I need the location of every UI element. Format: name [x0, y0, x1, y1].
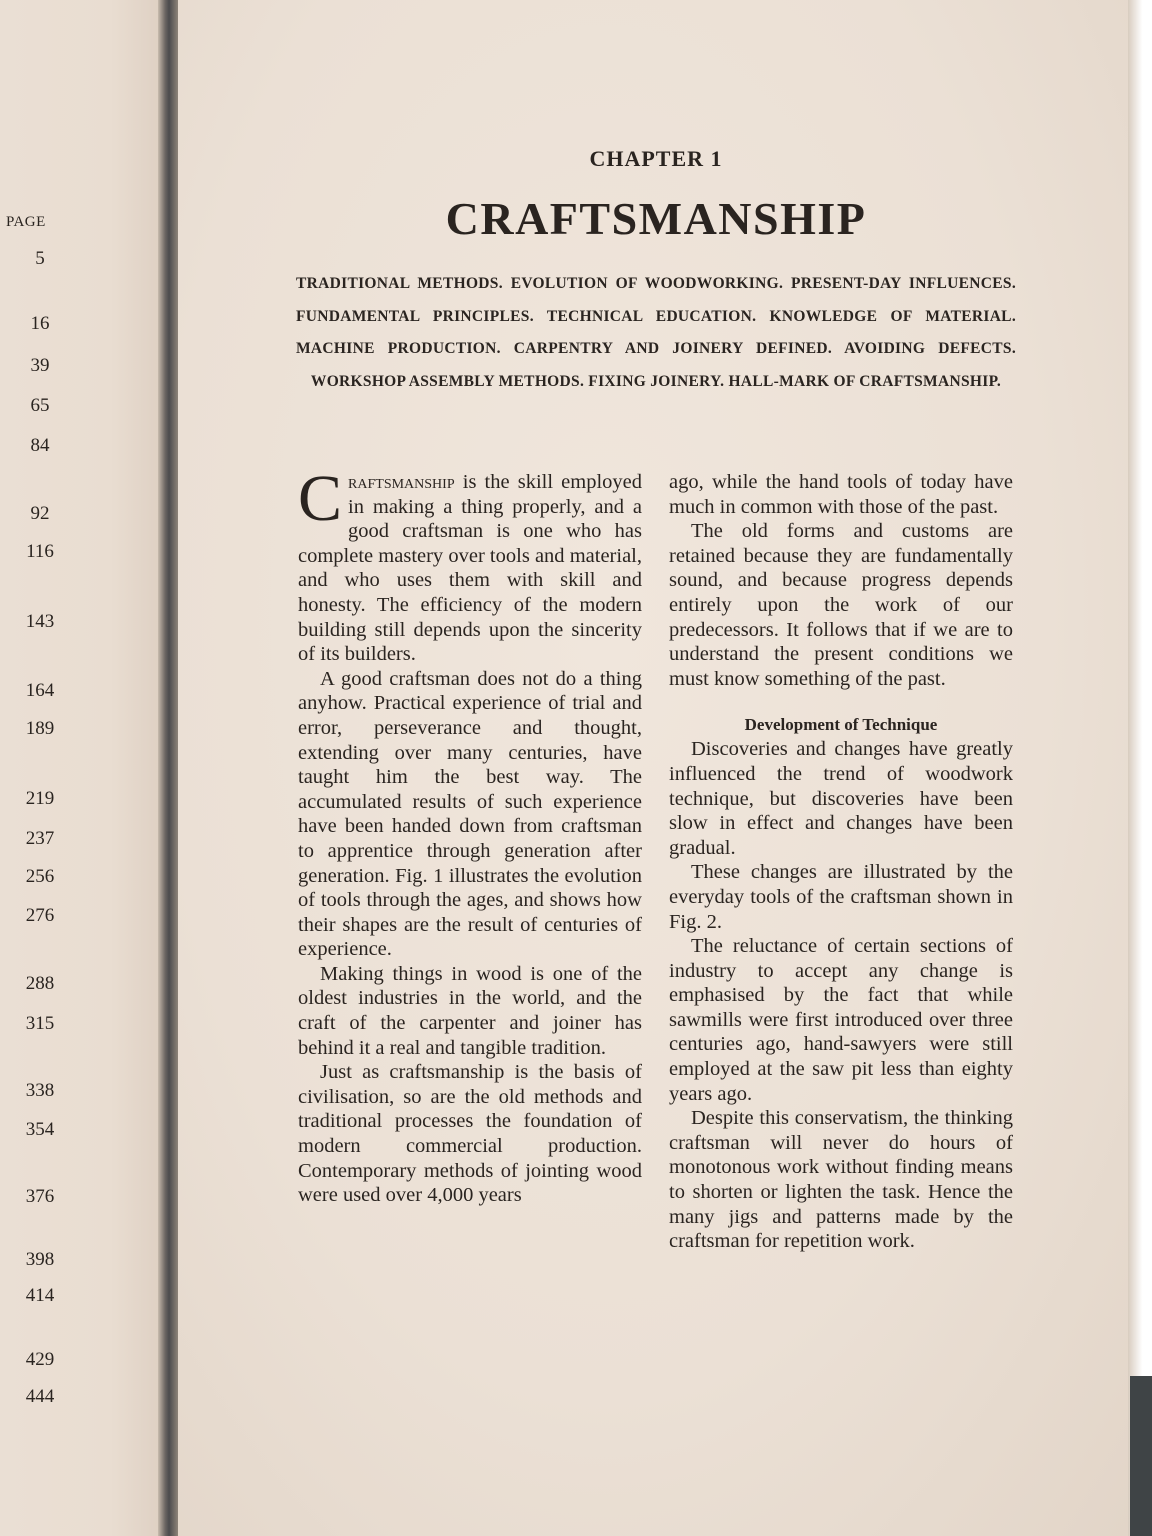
page-number: 164 — [25, 680, 55, 701]
page-number: 444 — [25, 1386, 55, 1407]
page-number: 5 — [35, 248, 45, 269]
left-facing-page — [0, 0, 158, 1536]
page-number: 315 — [25, 1013, 55, 1034]
body-paragraph: ago, while the hand tools of today have much in common with those of the past. — [669, 471, 1013, 518]
body-column-right — [669, 470, 1013, 1254]
body-column-left — [298, 462, 642, 1208]
body-paragraph: The reluctance of certain sections of industry to accept any change is emphasised by the fact that while sawmills were first introduced over three centuries ago, hand-sawyers were still employed at the saw pit less than eighty years ago. — [669, 935, 1013, 1105]
page-number: 414 — [25, 1285, 55, 1306]
page-number: 39 — [30, 355, 50, 376]
page-number: 219 — [25, 788, 55, 809]
page-number: 92 — [30, 503, 50, 524]
page-number: 65 — [30, 395, 50, 416]
chapter-title: CRAFTSMANSHIP — [445, 193, 867, 244]
page-number: 429 — [25, 1349, 55, 1370]
drop-cap: C — [298, 462, 343, 535]
page-number: 143 — [25, 611, 55, 632]
page-number: 256 — [25, 866, 55, 887]
page-number: 288 — [25, 973, 55, 994]
page-number: 189 — [25, 718, 55, 739]
body-paragraph: Making things in wood is one of the oldest industries in the world, and the craft of the carpenter and joiner has behind it a real and tangible tradition. — [298, 962, 642, 1059]
page-number: 338 — [25, 1080, 55, 1101]
page-number: 354 — [25, 1119, 55, 1140]
page-number: 116 — [26, 541, 54, 562]
body-paragraph — [298, 462, 642, 667]
page-edge — [1128, 0, 1152, 1536]
body-paragraph: The old forms and customs are retained because they are fundamentally sound, and because progress depends entirely upon the work of our predecessors. It follows that if we are to understand the present conditions we must know something of the past. — [669, 520, 1013, 690]
book-cover-edge — [1130, 1376, 1152, 1536]
chapter-synopsis: TRADITIONAL METHODS. EVOLUTION OF WOODWORKING. PRESENT-DAY INFLUENCES. FUNDAMENTAL PRINCIPLES. TECHNICAL EDUCATION. KNOWLEDGE OF MATERIAL. MACHINE PRODUCTION. CARPENTRY AND JOINERY DEFINED. AVOIDING DEFECTS. WORKSHOP ASSEMBLY METHODS. FIXING JOINERY. HALL-MARK OF CRAFTSMANSHIP. — [296, 275, 1016, 390]
page-column-label: PAGE — [6, 214, 46, 230]
page-number: 84 — [30, 435, 50, 456]
body-paragraph: These changes are illustrated by the everyday tools of the craftsman shown in Fig. 2. — [669, 861, 1013, 933]
lead-word: raftsmanship — [348, 471, 455, 493]
body-paragraph: Discoveries and changes have greatly influenced the trend of woodwork technique, but discoveries have been slow in effect and changes have been gradual. — [669, 738, 1013, 859]
page-number: 237 — [25, 828, 55, 849]
body-paragraph: Just as craftsmanship is the basis of civilisation, so are the old methods and traditional processes the foundation of modern commercial production. Contemporary methods of jointing wood were used over 4,000 years — [298, 1061, 642, 1207]
body-paragraph: Despite this conservatism, the thinking craftsman will never do hours of monotonous work without finding means to shorten or lighten the task. Hence the many jigs and patterns made by the craftsman for repetition work. — [669, 1107, 1013, 1253]
paragraph-text: is the skill employed in making a thing properly, and a good craftsman is one who has complete mastery over tools and material, and who uses them with skill and honesty. The efficiency of the modern building still depends upon the sincerity of its builders. — [298, 471, 642, 666]
chapter-number: CHAPTER 1 — [589, 146, 723, 171]
page-number: 398 — [25, 1249, 55, 1270]
body-paragraph: A good craftsman does not do a thing anyhow. Practical experience of trial and error, perseverance and thought, extending over many centuries, have taught him the best way. The accumulated results of such experience have been handed down from craftsman to apprentice through generation after generation. Fig. 1 illustrates the evolution of tools through the ages, and shows how their shapes are the result of centuries of experience. — [298, 667, 642, 961]
section-subheading: Development of Technique — [744, 715, 938, 735]
book-gutter — [158, 0, 178, 1536]
page-number: 276 — [25, 905, 55, 926]
page-number: 16 — [30, 313, 50, 334]
page-number: 376 — [25, 1186, 55, 1207]
